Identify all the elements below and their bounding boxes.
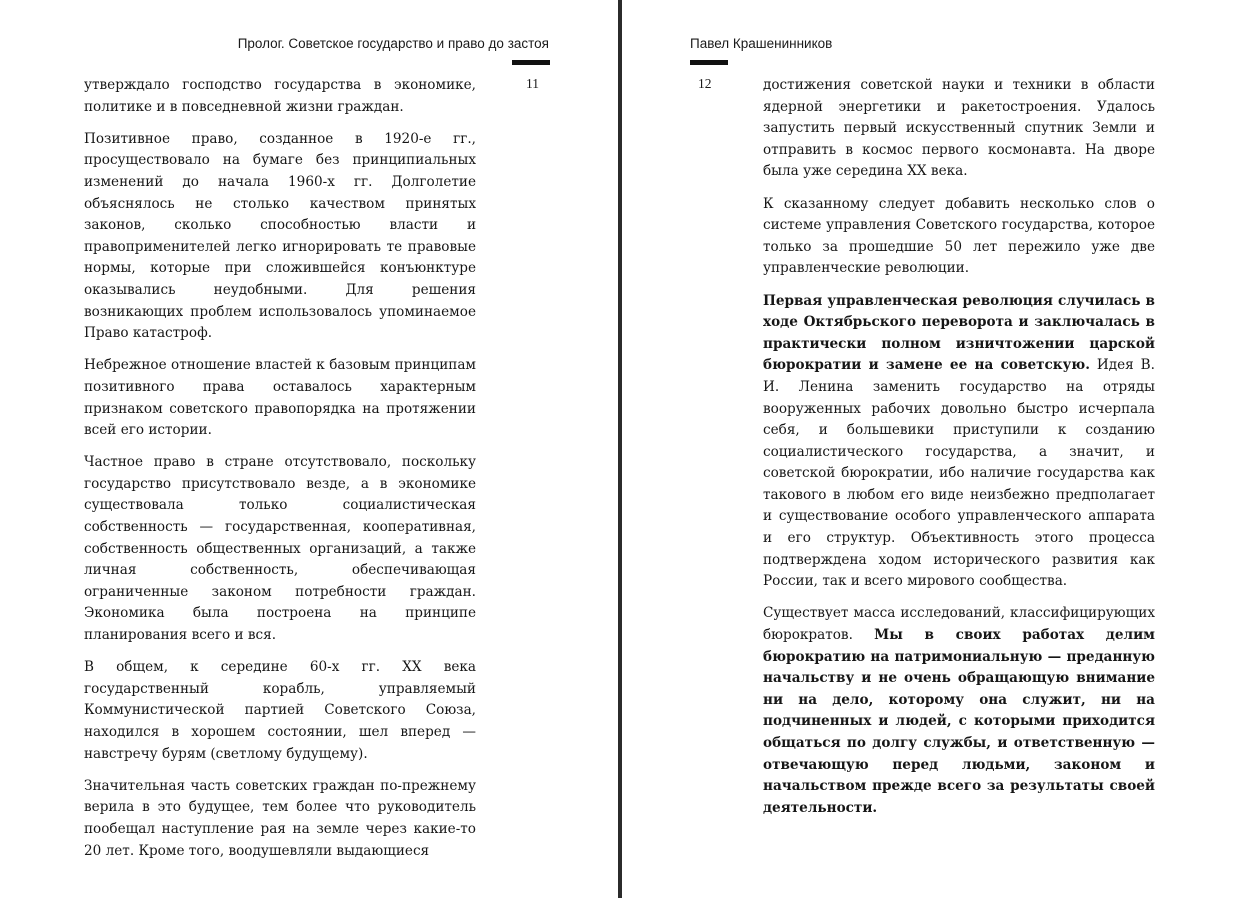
left-running-head: Пролог. Советское государство и право до застоя — [237, 36, 549, 51]
right-page-text — [763, 75, 1155, 830]
paragraph — [763, 603, 1155, 819]
paragraph: достижения советской науки и техники в области ядерной энергетики и ракетостроения. Удалось запустить первый искусственный спутник Земли и отправить в космос первого космонавта. На дворе была уже середина XX века. — [763, 77, 1155, 180]
paragraph: Значительная часть советских граждан по-прежнему верила в это будущее, тем более что руководитель пообещал наступление рая на земле через какие-то 20 лет. Кроме того, воодушевляли выдающиеся — [84, 777, 476, 859]
paragraph: Частное право в стране отсутствовало, поскольку государство присутствовало везде, а в экономике существовала только социалистическая собственность — государственная, кооперативная, собственность общественных организаций, а также личная собственность, обеспечивающая ограниченные законом потребности граждан. Экономика была построена на принципе планирования всего и вся. — [84, 454, 476, 644]
bold-text: Мы в своих работах делим бюрократию на патримониальную — преданную начальству и не очень обращающую внимание ни на дело, которому она служит, ни на подчиненных и людей, с которыми приходится общаться по долгу службы, и ответственную — отвечающую перед людьми, законом и начальством прежде всего за результаты своей деятельности. — [763, 627, 1155, 816]
paragraph: Небрежное отношение властей к базовым принципам позитивного права оставалось характерным признаком советского правопорядка на протяжении всей его истории. — [84, 357, 476, 439]
bold-text: Первая управленческая революция случилась в ходе Октябрьского переворота и заключалась в практически полном изничтожении царской бюрократии и замене ее на советскую. — [763, 292, 1155, 374]
paragraph — [763, 291, 1155, 593]
body-text: Существует масса исследований, классифицирующих бюрократов. — [763, 605, 1155, 644]
left-header-rule — [512, 60, 550, 65]
right-header-rule — [690, 60, 728, 65]
paragraph: утверждало господство государства в экономике, политике и в повседневной жизни граждан. — [84, 77, 476, 115]
page-gutter — [618, 0, 622, 898]
right-running-head: Павел Крашенинников — [690, 36, 833, 51]
paragraph: В общем, к середине 60-х гг. XX века государственный корабль, управляемый Коммунистической партией Советского Союза, находился в хорошем состоянии, шел вперед — навстречу бурям (светлому будущему). — [84, 659, 476, 762]
left-page-number: 11 — [526, 76, 539, 91]
paragraph: Позитивное право, созданное в 1920-е гг., просуществовало на бумаге без принципиальных изменений до начала 1960-х гг. Долголетие объяснялось не столько качеством принятых законов, сколько способностью власти и правоприменителей легко игнорировать те правовые нормы, которые при сложившейся конъюнктуре оказывались неудобными. Для решения возникающих проблем использовалось упоминаемое Право катастроф. — [84, 130, 476, 342]
paragraph: К сказанному следует добавить несколько слов о системе управления Советского государства, которое только за прошедшие 50 лет пережило уже две управленческие революции. — [763, 195, 1155, 277]
body-text: Идея В. И. Ленина заменить государство на отряды вооруженных рабочих довольно быстро исчерпала себя, и большевики приступили к созданию социалистического государства, а значит, и советской бюрократии, ибо наличие государства как такового в любом его виде неизбежно предполагает и существование особого управленческого аппарата и его структур. Объективность этого процесса подтверждена ходом исторического развития как России, так и всего мирового сообщества. — [763, 357, 1155, 590]
right-page-number: 12 — [698, 76, 712, 91]
left-page-text — [84, 75, 476, 873]
